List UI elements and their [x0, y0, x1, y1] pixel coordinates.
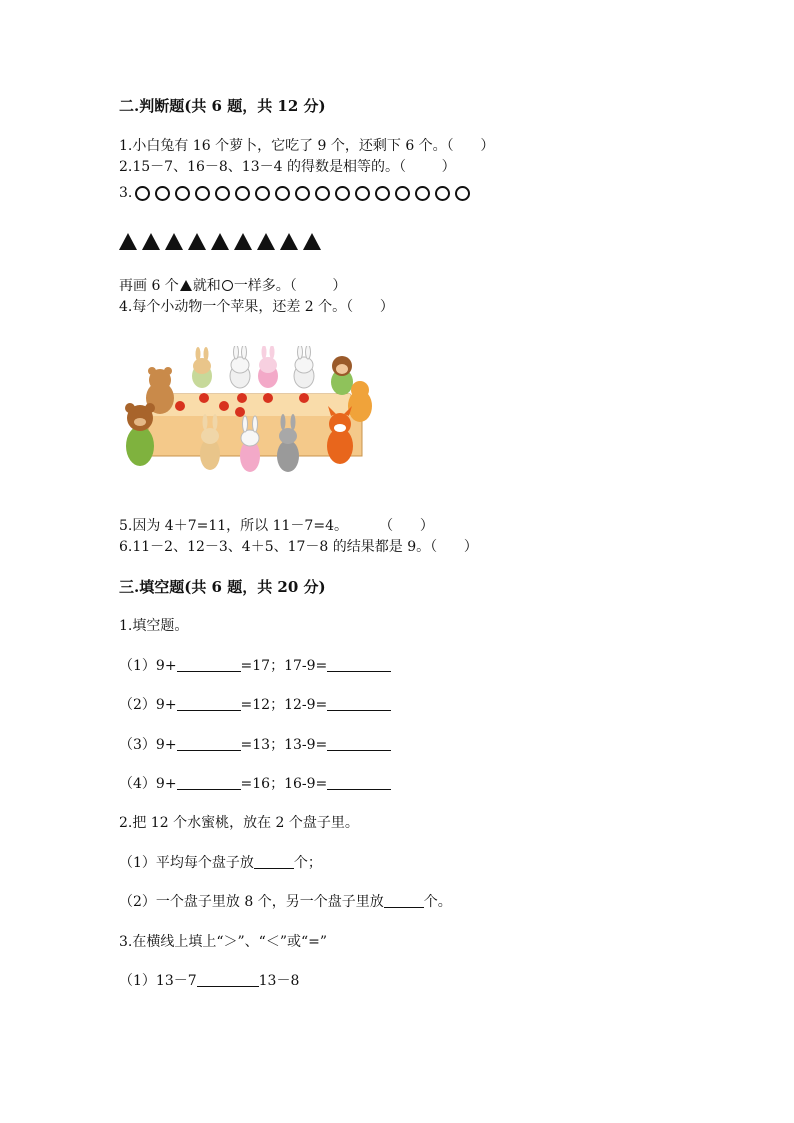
q3-text-c: 一样多。（ ） — [233, 278, 347, 294]
triangle-shape — [119, 233, 137, 250]
circle-shape — [375, 186, 390, 201]
answer-blank[interactable] — [197, 972, 259, 987]
answer-blank[interactable] — [327, 736, 391, 751]
peach-item-1-a: （1）平均每个盘子放 — [119, 855, 254, 871]
section2-question-1: 1.小白兔有 16 个萝卜，它吃了 9 个，还剩下 6 个。（ ） — [119, 138, 495, 154]
circle-shape — [255, 186, 270, 201]
circle-shape — [235, 186, 250, 201]
peach-item-2-b: 个。 — [423, 894, 452, 910]
fill-item-1-a: （1）9+ — [119, 658, 177, 674]
answer-blank[interactable] — [254, 854, 294, 869]
circle-shape — [395, 186, 410, 201]
fill-item-3-a: （3）9+ — [119, 737, 177, 753]
peach-item-1 — [119, 854, 322, 872]
triangle-icon — [180, 280, 192, 291]
section2-question-5: 5.因为 4＋7=11，所以 11－7=4。 （ ） — [119, 518, 434, 534]
circle-shape — [275, 186, 290, 201]
triangle-shape — [165, 233, 183, 250]
compare-item-1-b: 13－8 — [258, 973, 300, 989]
fill-item-3-b: =13；13-9= — [240, 737, 328, 753]
fill-item-1 — [119, 657, 391, 675]
triangle-row — [119, 233, 326, 250]
fill-item-2-b: =12；12-9= — [240, 697, 328, 713]
section2-question-4: 4.每个小动物一个苹果，还差 2 个。（ ） — [119, 299, 394, 315]
fill-item-4 — [119, 775, 391, 793]
peach-item-1-b: 个； — [293, 855, 322, 871]
triangle-shape — [188, 233, 206, 250]
triangle-shape — [211, 233, 229, 250]
peach-item-2 — [119, 893, 452, 911]
circle-shape — [355, 186, 370, 201]
bear-front — [125, 403, 155, 466]
section2-heading: 二.判断题(共 6 题，共 12 分) — [119, 97, 326, 115]
section3-question-3-title: 3.在横线上填上“＞”、“＜”或“=” — [119, 934, 328, 950]
circle-row — [119, 185, 475, 201]
circle-shape — [315, 186, 330, 201]
circle-shape — [295, 186, 310, 201]
triangle-shape — [257, 233, 275, 250]
answer-blank[interactable] — [327, 775, 391, 790]
circle-shape — [195, 186, 210, 201]
q3-text-b: 就和 — [192, 278, 221, 294]
answer-blank[interactable] — [327, 657, 391, 672]
section2-question-2: 2.15－7、16－8、13－4 的得数是相等的。（ ） — [119, 159, 456, 175]
circle-icon — [222, 280, 233, 291]
fill-item-4-b: =16；16-9= — [240, 776, 328, 792]
circle-shape — [415, 186, 430, 201]
q3-text-a: 再画 6 个 — [119, 278, 179, 294]
answer-blank[interactable] — [327, 696, 391, 711]
fill-item-2 — [119, 696, 391, 714]
rabbit-back-4 — [294, 346, 314, 388]
circle-shape — [215, 186, 230, 201]
rabbit-back-1 — [192, 347, 212, 388]
cat — [348, 381, 372, 422]
section2-question-6: 6.11－2、12－3、4＋5、17－8 的结果都是 9。（ ） — [119, 539, 478, 555]
triangle-shape — [234, 233, 252, 250]
section3-question-2-title: 2.把 12 个水蜜桃，放在 2 个盘子里。 — [119, 815, 359, 831]
circle-shape — [455, 186, 470, 201]
fill-item-1-b: =17；17-9= — [240, 658, 328, 674]
circle-shape — [135, 186, 150, 201]
peach-item-2-a: （2）一个盘子里放 8 个，另一个盘子里放 — [119, 894, 384, 910]
circle-shapes — [135, 186, 475, 201]
circle-shape — [175, 186, 190, 201]
answer-blank[interactable] — [177, 736, 241, 751]
fill-item-4-a: （4）9+ — [119, 776, 177, 792]
answer-blank[interactable] — [177, 775, 241, 790]
section3-question-1-title: 1.填空题。 — [119, 618, 189, 634]
triangle-shape — [280, 233, 298, 250]
monkey — [331, 356, 353, 395]
section3-heading: 三.填空题(共 6 题，共 20 分) — [119, 578, 326, 596]
answer-blank[interactable] — [384, 893, 424, 908]
fill-item-2-a: （2）9+ — [119, 697, 177, 713]
rabbit-back-3 — [258, 346, 278, 388]
circle-shape — [435, 186, 450, 201]
answer-blank[interactable] — [177, 657, 241, 672]
circle-shape — [335, 186, 350, 201]
section2-question-3-prefix: 3. — [119, 185, 133, 201]
compare-item-1 — [119, 972, 299, 990]
triangle-shape — [303, 233, 321, 250]
fill-item-3 — [119, 736, 391, 754]
circle-shape — [155, 186, 170, 201]
animals-at-table-illustration — [118, 346, 384, 476]
compare-item-1-a: （1）13－7 — [119, 973, 197, 989]
answer-blank[interactable] — [177, 696, 241, 711]
section2-question-3-text — [119, 277, 346, 295]
triangle-shape — [142, 233, 160, 250]
rabbit-back-2 — [230, 346, 250, 388]
fox — [327, 406, 353, 464]
